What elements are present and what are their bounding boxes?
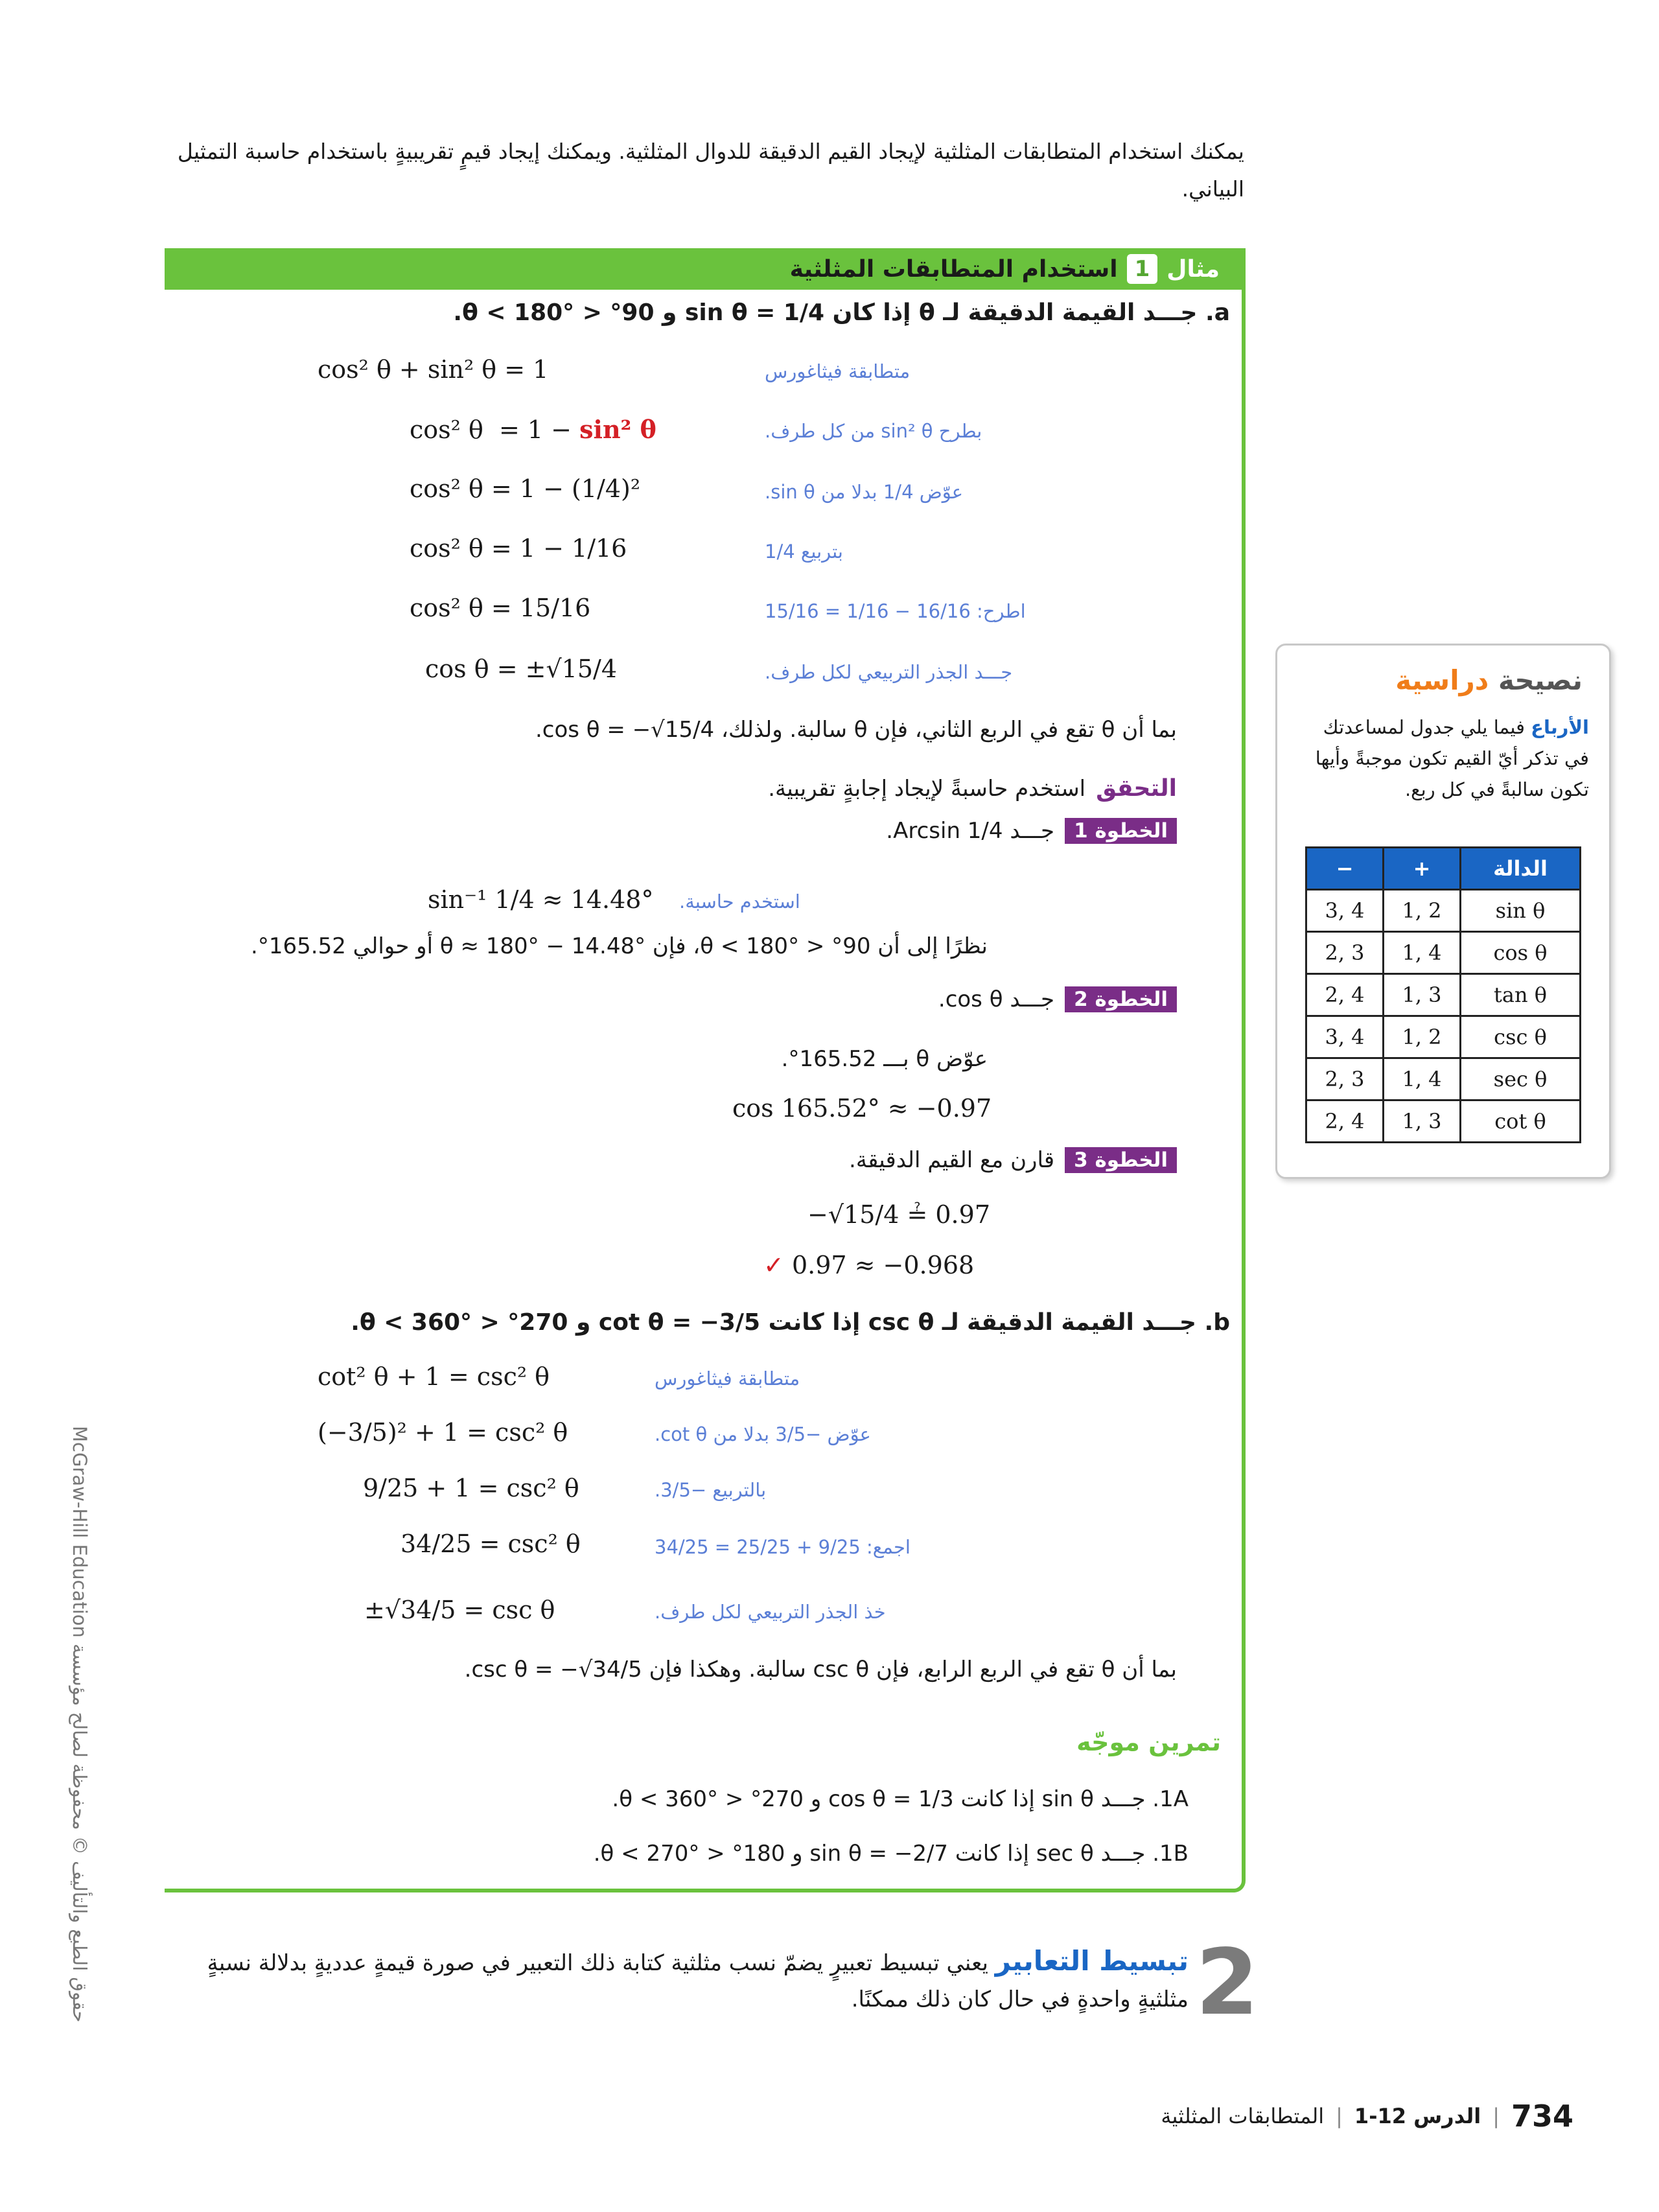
table-cell: 3, 4	[1306, 890, 1384, 932]
footer-divider: |	[1336, 2104, 1343, 2128]
part-b-eq-1: cot² θ + 1 = csc² θ	[318, 1362, 550, 1391]
table-cell: 2, 3	[1306, 932, 1384, 974]
part-a-eq-3: cos² θ = 1 − (1/4)²	[410, 474, 641, 503]
part-b-eq-3: 9/25 + 1 = csc² θ	[363, 1474, 579, 1502]
table-cell: 1, 2	[1384, 1016, 1461, 1058]
table-cell: cot θ	[1461, 1100, 1581, 1143]
intro-paragraph: يمكنك استخدام المتطابقات المثلثية لإيجاد القيم الدقيقة للدوال المثلثية. ويمكنك إيجاد قيمٍ تقريبيةٍ باستخدام حاسبة التمثيل البياني.	[177, 139, 1244, 202]
table-row	[1306, 932, 1581, 974]
table-cell: 1, 3	[1384, 974, 1461, 1016]
study-tip-body: فيما يلي جدول لمساعدتك في تذكر أيّ القيم تكون موجبةً وأيها تكون سالبةً في كل ربع.	[1315, 716, 1589, 800]
part-a-prompt: a. جـــد القيمة الدقيقة لـ θ إذا كان sin θ = 1/4 و 90° < θ < 180°.	[453, 299, 1230, 326]
table-cell: cos θ	[1461, 932, 1581, 974]
step-3-text: قارن مع القيم الدقيقة.	[849, 1147, 1055, 1173]
section-body: يعني تبسيط تعبيرٍ يضمّ نسب مثلثية كتابة ذلك التعبير في صورة قيمةٍ عدديةٍ بدلالة نسبةٍ مثلثيةٍ واحدةٍ في حال كان ذلك ممكنًا.	[207, 1950, 1189, 2012]
header-function: الدالة	[1461, 848, 1581, 890]
step-1-row	[886, 818, 1177, 844]
copyright-sidebar: McGraw-Hill Education حقوق الطبع والتأليف © محفوظة لصالح مؤسسة	[69, 1426, 91, 2023]
part-b-note-2: عوّض −3/5 بدلا من cot θ.	[655, 1423, 871, 1445]
table-header-row	[1306, 848, 1581, 890]
check-row	[768, 775, 1177, 802]
table-cell: 2, 4	[1306, 974, 1384, 1016]
part-a-eq-1: cos² θ + sin² θ = 1	[318, 355, 549, 384]
part-a-eq-2: cos² θ = 1 − sin² θ	[410, 415, 656, 444]
part-b-conclusion: بما أن θ تقع في الربع الرابع، فإن csc θ سالبة. وهكذا فإن csc θ = −√34/5.	[464, 1657, 1177, 1682]
example-number: 1	[1127, 254, 1158, 284]
part-b-note-1: متطابقة فيثاغورس	[655, 1368, 800, 1390]
part-a-conclusion: بما أن θ تقع في الربع الثاني، فإن θ سالبة. ولذلك، cos θ = −√15/4.	[535, 717, 1177, 743]
example-frame	[165, 248, 1246, 1892]
guided-practice-title	[1076, 1728, 1221, 1756]
table-cell: 3, 4	[1306, 1016, 1384, 1058]
table-cell: sin θ	[1461, 890, 1581, 932]
step-1-badge: الخطوة 1	[1065, 818, 1177, 844]
step-1-note: استخدم حاسبة.	[679, 891, 800, 913]
step-2-badge: الخطوة 2	[1065, 986, 1177, 1012]
step-3-row	[849, 1147, 1177, 1173]
table-cell: 1, 3	[1384, 1100, 1461, 1143]
part-b-note-3: بالتربيع −3/5.	[655, 1479, 767, 1501]
table-cell: sec θ	[1461, 1058, 1581, 1100]
table-row	[1306, 890, 1581, 932]
header-negative: −	[1306, 848, 1384, 890]
footer-lesson: الدرس 12-1	[1354, 2104, 1481, 2128]
table-cell: csc θ	[1461, 1016, 1581, 1058]
part-b-eq-2: (−3/5)² + 1 = csc² θ	[318, 1418, 568, 1447]
step-3-eq-2: 0.97 ≈ −0.968	[791, 1251, 975, 1279]
section-paragraph	[197, 1943, 1189, 2018]
step-2-row	[938, 986, 1177, 1012]
step-3-eq-2-row	[763, 1251, 974, 1279]
part-a-eq-6: cos θ = ±√15/4	[425, 655, 618, 683]
study-tip-title-a: نصيحة	[1498, 664, 1583, 696]
study-tip-title-b: دراسية	[1395, 664, 1489, 696]
part-a-note-5: اطرح: 16/16 − 1/16 = 15/16	[765, 600, 1026, 622]
part-a-eq-5: cos² θ = 15/16	[410, 594, 591, 622]
study-tip-label: الأرباع	[1531, 716, 1589, 738]
study-tip-text	[1310, 712, 1589, 805]
checkmark-icon: ✓	[763, 1251, 784, 1279]
part-b-prompt: b. جـــد القيمة الدقيقة لـ csc θ إذا كانت cot θ = −3/5 و 270° < θ < 360°.	[351, 1309, 1230, 1336]
page-number: 734	[1511, 2099, 1573, 2134]
part-a-eq-4: cos² θ = 1 − 1/16	[410, 534, 627, 563]
example-label: مثال	[1166, 255, 1220, 283]
step-3-badge: الخطوة 3	[1065, 1147, 1177, 1173]
table-cell: tan θ	[1461, 974, 1581, 1016]
part-a-note-1: متطابقة فيثاغورس	[765, 360, 911, 382]
example-title: استخدام المتطابقات المثلثية	[789, 255, 1118, 283]
step-1-text: جـــد Arcsin 1/4.	[886, 818, 1055, 844]
section-number: 2	[1196, 1930, 1259, 2036]
part-a-note-2: بطرح sin² θ من كل طرف.	[765, 420, 982, 442]
table-cell: 1, 4	[1384, 1058, 1461, 1100]
table-cell: 1, 2	[1384, 890, 1461, 932]
header-positive: +	[1384, 848, 1461, 890]
table-row	[1306, 1016, 1581, 1058]
guided-item-1a: 1A. جـــد sin θ إذا كانت cos θ = 1/3 و 270° < θ < 360°.	[612, 1786, 1189, 1812]
part-b-note-4: اجمع: 9/25 + 25/25 = 34/25	[655, 1536, 911, 1558]
check-label: التحقق	[1096, 775, 1177, 802]
section-title: تبسيط التعابير	[995, 1945, 1189, 1977]
study-tip-title	[1395, 664, 1583, 696]
table-row	[1306, 1100, 1581, 1143]
step-3-eq-1: −√15/4 ≟ 0.97	[807, 1200, 990, 1229]
part-a-note-3: عوّض 1/4 بدلا من sin θ.	[765, 481, 964, 503]
table-cell: 2, 3	[1306, 1058, 1384, 1100]
step-2-text: جـــد cos θ.	[938, 986, 1055, 1012]
table-cell: 2, 4	[1306, 1100, 1384, 1143]
page-footer	[1161, 2099, 1573, 2134]
guided-practice-title-text: تمرين موجّه	[1076, 1728, 1221, 1756]
footer-title: المتطابقات المثلثية	[1161, 2104, 1325, 2128]
example-header	[165, 248, 1246, 290]
step-2-sub: عوّض θ بـــ 165.52°.	[781, 1046, 988, 1072]
step-1-line: نظرًا إلى أن 90° < θ < 180°، فإن θ ≈ 180° − 14.48° أو حوالي 165.52°.	[251, 933, 988, 959]
guided-item-1b: 1B. جـــد sec θ إذا كانت sin θ = −2/7 و 180° < θ < 270°.	[593, 1841, 1189, 1867]
step-1-eq: sin⁻¹ 1/4 ≈ 14.48°	[428, 885, 654, 914]
table-row	[1306, 974, 1581, 1016]
part-a-note-4: بتربيع 1/4	[765, 541, 843, 563]
table-cell: 1, 4	[1384, 932, 1461, 974]
quadrant-sign-table	[1305, 846, 1581, 1143]
step-2-eq: cos 165.52° ≈ −0.97	[732, 1094, 992, 1123]
check-text: استخدم حاسبةً لإيجاد إجابةٍ تقريبية.	[768, 775, 1086, 802]
table-row	[1306, 1058, 1581, 1100]
part-a-note-6: جـــد الجذر التربيعي لكل طرف.	[765, 661, 1013, 683]
part-b-note-5: خذ الجذر التربيعي لكل طرف.	[655, 1601, 886, 1623]
part-b-eq-5: ±√34/5 = csc θ	[364, 1596, 555, 1624]
part-b-eq-4: 34/25 = csc² θ	[400, 1530, 581, 1558]
footer-divider: |	[1492, 2104, 1500, 2128]
